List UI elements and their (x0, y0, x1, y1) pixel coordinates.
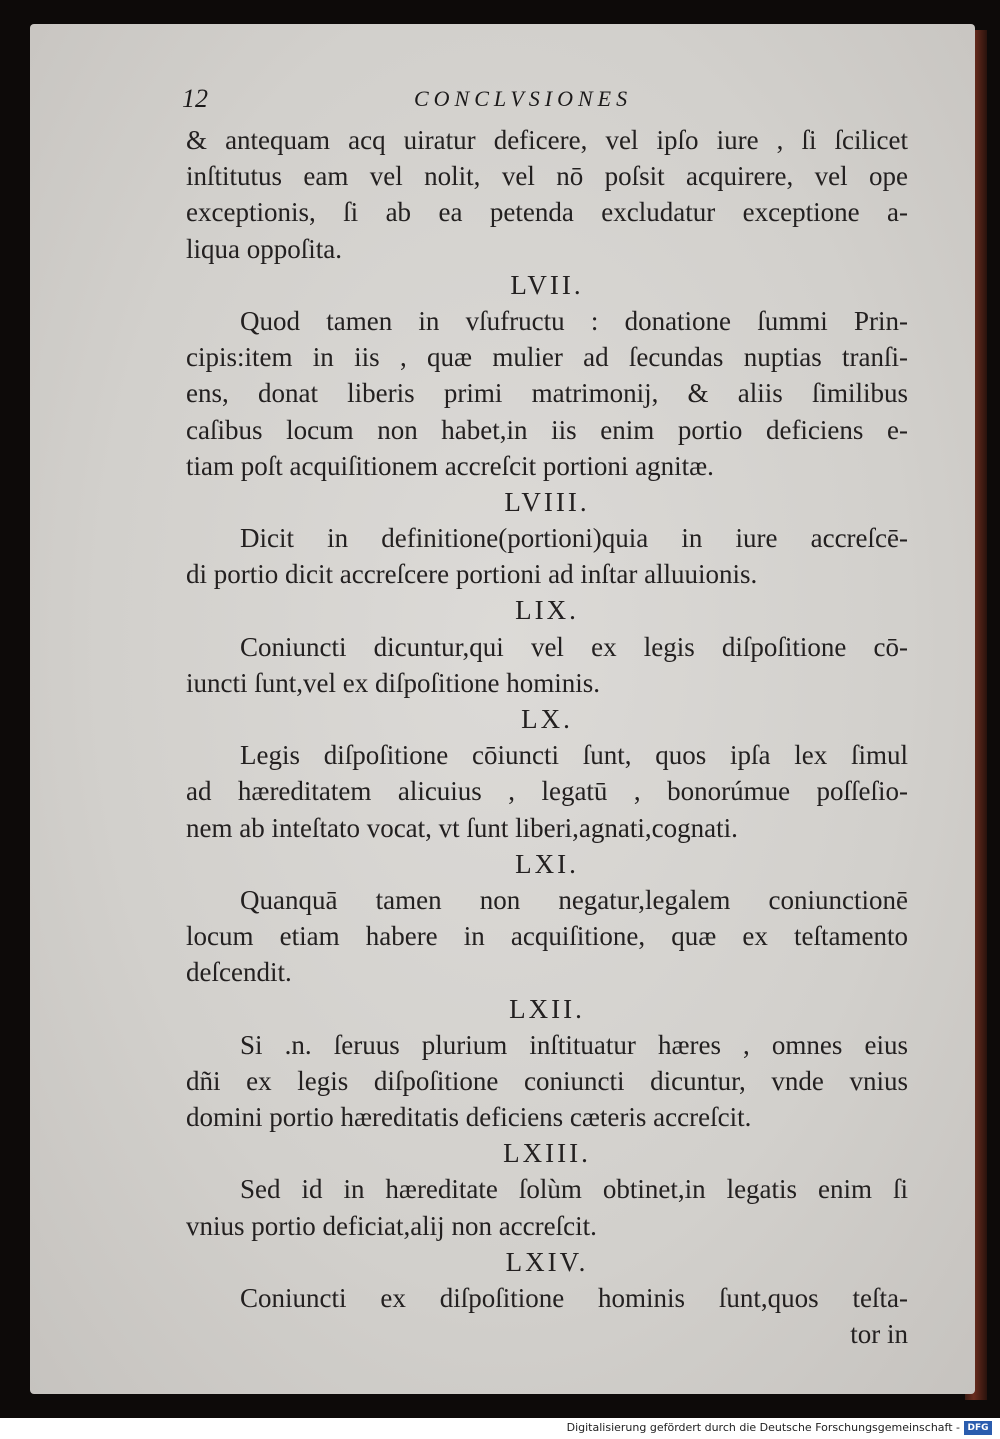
text-line: Sed id in hæreditate ſolùm obtinet,in legatis enim ſi (240, 1174, 908, 1205)
text-line: liqua oppoſita. (186, 233, 342, 264)
text-line: dñi ex legis diſpoſitione coniuncti dicuntur, vnde vnius (186, 1065, 908, 1096)
text-line: nem ab inteſtato vocat, vt ſunt liberi,agnati,cognati. (186, 812, 738, 843)
page-header (182, 84, 702, 118)
text-line: exceptionis, ſi ab ea petenda excludatur exceptione a- (186, 197, 908, 228)
text-line: Quod tamen in vſufructu : donatione ſummi Prin- (240, 305, 908, 336)
dfg-logo: DFG (964, 1421, 992, 1435)
text-line: tiam poſt acquiſitionem accreſcit portioni agnitæ. (186, 450, 714, 481)
catchword: tor in (850, 1319, 908, 1350)
text-line: inſtitutus eam vel nolit, vel nō poſsit acquirere, vel ope (186, 161, 908, 192)
section-numeral: LXI. (515, 848, 579, 879)
text-line: Quanquā tamen non negatur,legalem coniunctionē (240, 884, 908, 915)
text-line: Si .n. ſeruus plurium inſtituatur hæres , omnes eius (240, 1029, 908, 1060)
section-numeral: LVIII. (504, 486, 590, 517)
section-numeral: LIX. (515, 595, 579, 626)
section-numeral: LXIII. (503, 1138, 591, 1169)
section-numeral: LXIV. (505, 1246, 589, 1277)
section-numeral: LX. (521, 704, 573, 734)
text-line: vnius portio deficiat,alij non accreſcit. (186, 1210, 597, 1241)
text-block (186, 122, 908, 1352)
text-line: deſcendit. (186, 957, 292, 988)
section-numeral: LXII. (509, 993, 585, 1024)
page-number: 12 (182, 84, 208, 113)
text-line: ens, donat liberis primi matrimonij, & aliis ſimilibus (186, 378, 908, 409)
text-line: cipis:item in iis , quæ mulier ad ſecundas nuptias tranſi- (186, 342, 908, 373)
text-line: caſibus locum non habet,in iis enim portio deficiens e- (186, 414, 908, 445)
funding-credit: Digitalisierung gefördert durch die Deutsche Forschungsgemeinschaft - (566, 1421, 960, 1434)
text-line: di portio dicit accreſcere portioni ad inſtar alluuionis. (186, 559, 758, 590)
running-title: CONCLVSIONES (414, 86, 633, 111)
section-numeral: LVII. (510, 269, 584, 300)
text-line: ad hæreditatem alicuius , legatū , bonorúmue poſſeſio- (186, 776, 908, 807)
text-line: & antequam acq uiratur deficere, vel ipſo iure , ſi ſcilicet (186, 125, 908, 155)
text-line: Dicit in definitione(portioni)quia in iure accreſcē- (240, 523, 908, 554)
text-line: Coniuncti ex diſpoſitione hominis ſunt,quos teſta- (240, 1283, 908, 1313)
text-line: Legis diſpoſitione cōiuncti ſunt, quos ipſa lex ſimul (240, 740, 908, 771)
text-line: iuncti ſunt,vel ex diſpoſitione hominis. (186, 667, 600, 698)
text-line: domini portio hæreditatis deficiens cæteris accreſcit. (186, 1102, 752, 1133)
text-line: Coniuncti dicuntur,qui vel ex legis diſpoſitione cō- (240, 631, 908, 662)
digitization-footer (0, 1418, 1000, 1439)
text-line: locum etiam habere in acquiſitione, quæ ex teſtamento (186, 921, 908, 952)
